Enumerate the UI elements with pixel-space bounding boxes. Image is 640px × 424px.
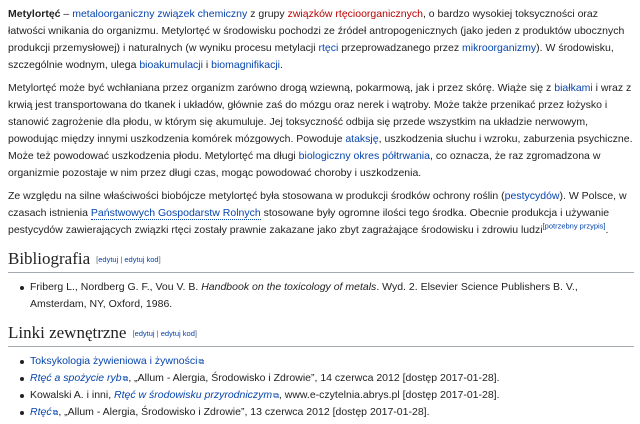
reference-details: . Wyd. 2. Elsevier Science Publishers B. V., Amsterdam, NY, Oxford, 1986.	[30, 281, 578, 311]
reference-authors: Kowalski A. i inni,	[30, 389, 115, 402]
external-link-rtec-ryby[interactable]	[30, 372, 122, 384]
reference-title: Handbook on the toxicology of metals	[201, 281, 377, 294]
edit-separator: |	[118, 255, 125, 265]
external-link-rtec[interactable]	[30, 406, 52, 418]
edit-links	[132, 329, 197, 338]
intro-paragraph	[8, 6, 634, 74]
para-text: , co oznacza, że raz zgromadzona w organizmie pozostaje w nim przez długi czas, mogąc powodować choroby i uszkodzenia.	[8, 150, 601, 179]
citation-needed-link[interactable]: [potrzebny przypis]	[542, 221, 606, 231]
intro-text: przeprowadzanego przez	[338, 42, 463, 54]
intro-text: .	[280, 59, 283, 71]
reference-authors: Friberg L., Nordberg G. F., Vou V. B.	[30, 281, 202, 294]
para-text: Ze względu na silne właściwości biobójcze metylortęć była stosowana w produkcji środków ochrony roślin (	[8, 190, 505, 202]
para-text: , uszkodzenia słuchu i wzroku, zaburzenia psychiczne. Może też powodować uszkodzenia płodu. Metylortęć ma długi	[8, 133, 633, 162]
edit-bracket: ]	[158, 255, 161, 265]
external-link-icon: ⧉	[273, 391, 279, 401]
edit-separator: |	[154, 329, 161, 339]
external-link-icon: ⧉	[52, 408, 59, 418]
intro-text: i	[202, 59, 212, 71]
link-ataksja[interactable]: ataksję	[345, 133, 379, 145]
citation-needed[interactable]	[543, 222, 606, 231]
edit-bracket: ]	[194, 329, 197, 339]
link-rtec[interactable]: rtęci	[318, 42, 339, 54]
section-title: Bibliografia	[8, 249, 91, 268]
link-bialka[interactable]: białkami	[554, 82, 593, 94]
link-mikroorganizmy[interactable]: mikroorganizmy	[462, 42, 537, 54]
external-link-icon: ⧉	[122, 374, 129, 384]
edit-links	[96, 255, 161, 264]
link-biomagnifikacja[interactable]: biomagnifikacji	[211, 59, 280, 71]
link-bioakumulacja[interactable]: bioakumulacji	[139, 59, 203, 71]
intro-text: ). W środowisku, szczególnie wodnym, ulega	[8, 42, 614, 71]
external-link-icon: ⧉	[198, 357, 205, 367]
pesticide-paragraph	[8, 188, 634, 239]
edit-section-button[interactable]: edytuj	[98, 255, 119, 265]
link-metaloorganiczny[interactable]: metaloorganiczny związek chemiczny	[72, 8, 248, 20]
link-text: Rtęć w środowisku przyrodniczym	[114, 389, 273, 402]
edit-bracket: [	[96, 255, 99, 265]
edit-source-button[interactable]: edytuj kod	[160, 329, 195, 339]
link-okres-poltrwania[interactable]: biologiczny okres półtrwania	[298, 150, 430, 162]
edit-bracket: [	[132, 329, 135, 339]
edit-section-button[interactable]: edytuj	[134, 329, 155, 339]
link-text: Rtęć	[30, 406, 52, 419]
link-pestycydy[interactable]: pestycydów	[504, 190, 560, 202]
intro-text: , o bardzo wysokiej toksyczności oraz łatwości wnikania do organizmu. Metylortęć w środowisku pochodzi ze źródeł antropogenicznych (jako jeden z produktów ubocznych produkcji przemysłowej) i naturalnych (w wyniku procesu metylacji	[8, 8, 625, 54]
edit-source-button[interactable]: edytuj kod	[124, 255, 159, 265]
list-item	[30, 387, 634, 404]
reference-details: , „Allum - Alergia, Środowisko i Zdrowie”, 14 czerwca 2012 [dostęp 2017-01-28].	[128, 372, 500, 385]
section-heading-bibliografia	[8, 249, 634, 273]
intro-text: –	[60, 8, 73, 20]
toxicity-paragraph	[8, 80, 634, 182]
para-text: stosowane były ogromne ilości tego środka. Obecnie produkcja i używanie pestycydów zawierających związki rtęci zostały prawnie zakazane jako zbyt zagrażające środowisku i zdrowiu ludzi	[8, 207, 610, 236]
external-link-rtec-srodowisko[interactable]	[114, 389, 272, 401]
para-text: Metylortęć może być wchłaniana przez organizm zarówno drogą wziewną, pokarmową, jak i przez skórę. Wiąże się z	[8, 82, 555, 94]
list-item	[30, 370, 634, 387]
list-item	[30, 279, 634, 313]
link-text: Rtęć a spożycie ryb	[30, 372, 122, 385]
link-pgr[interactable]: Państwowych Gospodarstw Rolnych	[90, 207, 261, 219]
section-title: Linki zewnętrzne	[8, 323, 127, 343]
bibliography-list	[8, 279, 634, 313]
intro-text: z grupy	[247, 8, 288, 20]
list-item	[30, 353, 634, 370]
external-link-toksykologia[interactable]: Toksykologia żywieniowa i żywności	[30, 355, 198, 368]
list-item	[30, 404, 634, 421]
para-text: .	[605, 224, 609, 236]
section-heading-linki	[8, 323, 634, 347]
link-zwiazki-rteciooorganiczne[interactable]: związków rtęcioorganicznych	[287, 8, 423, 20]
para-text: ). W Polsce, w czasach istnienia	[8, 190, 627, 219]
external-links-list	[8, 353, 634, 421]
reference-details: , „Allum - Alergia, Środowisko i Zdrowie”, 13 czerwca 2012 [dostęp 2017-01-28].	[58, 406, 430, 419]
para-text: i wraz z krwią jest transportowana do tkanek i układów, głównie zaś do mózgu oraz nerek i wątroby. Może także przenikać przez łożysko i stanowić zagrożenie dla płodu, w którym się akumuluje. Jej toksyczność odbija się przede wszystkim na układzie nerwowym, powodując między innymi uszkodzenia komórek mózgowych. Powoduje	[8, 82, 632, 145]
reference-details: , www.e-czytelnia.abrys.pl [dostęp 2017-01-28].	[278, 389, 500, 402]
article-title-bold: Metylortęć	[8, 8, 61, 20]
